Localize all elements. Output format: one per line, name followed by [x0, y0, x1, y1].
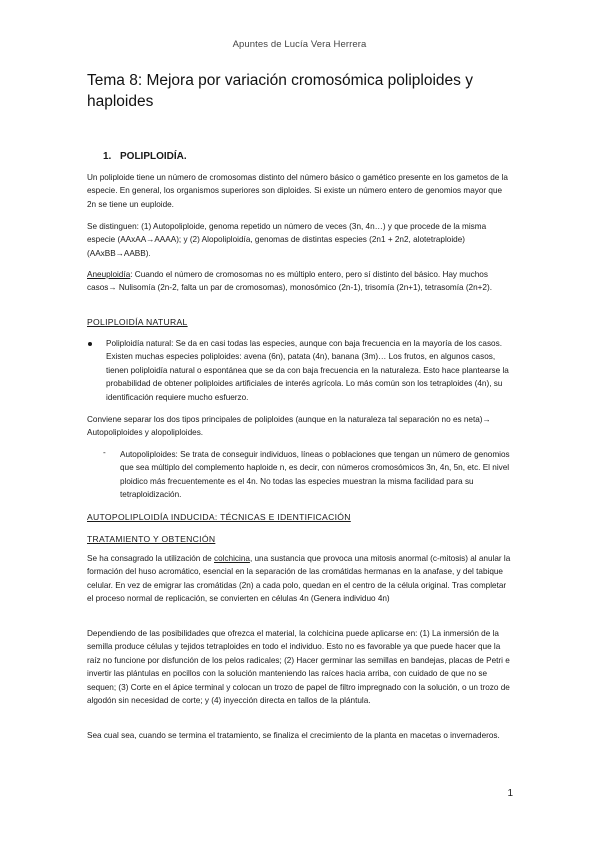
paragraph-colchicina: [87, 552, 512, 606]
section-number: 1.: [103, 151, 112, 162]
term-aneuploidia: Aneuploidía: [87, 270, 131, 279]
section-label: POLIPLOIDÍA.: [120, 151, 187, 162]
paragraph-types: Se distinguen: (1) Autopoliploide, genoma repetido un número de veces (3n, 4n…) y que procede de la misma especie (AAxAA→AAAA); y (2) Alopoliploidía, genomas de distintas especies (2n1 + 2n2, alotetraploide) (AAxBB→AABB).: [87, 222, 487, 258]
colchicina-text-a: Se ha consagrado la utilización de: [87, 554, 214, 563]
subheading-autopoliploidia-inducida: AUTOPOLIPLOIDÍA INDUCIDA: TÉCNICAS E IDENTIFICACIÓN: [87, 512, 351, 522]
colchicina-link[interactable]: colchicina: [214, 554, 250, 563]
section-heading-poliploidia: [103, 151, 187, 162]
page-header: Apuntes de Lucía Vera Herrera: [232, 39, 367, 50]
dash-text: Autopoliploides: Se trata de conseguir individuos, líneas o poblaciones que tengan un número de genomios que sea múltiplo del complemento haploide n, es decir, con números cromosómicos 3n, 4n, 5n, etc. El nivel ploidico más frecuentemente es el 4n. No todas las especies muestran la misma facilidad para su tetraploidización.: [120, 450, 510, 500]
paragraph-application: Dependiendo de las posibilidades que ofrezca el material, la colchicina puede aplicarse en: (1) La inmersión de la semilla produce células y tejidos tetraploides en todo el individuo. Esto no es favorable ya que puede hacer que la raíz no funcione por disfunción de los pelos radicales; (2) Hacer germinar las semillas en bandejas, placas de Petri e invertir las plántulas en pocillos con la solución manteniendo las raíces hacia arriba, con cuidado de que no se sequen; (3) Corte en el ápice terminal y colocan un trozo de papel de filtro impregnado con la solución, o un trozo de algodón sin necesidad de corte; y (4) inyección directa en tallos de la plántula.: [87, 629, 510, 706]
bullet-text: Poliploidía natural: Se da en casi todas las especies, aunque con baja frecuencia en la mayoría de los casos. Existen muchas especies poliploides: avena (6n), patata (4n), banana (3m)… Los frutos, en algunos casos, tienen poliploidía natural o espontánea que se da con baja frecuencia en la naturaleza. Esto hace plantearse la probabilidad de obtener poliploides artificiales de interés agrícola. Lo más común son los tetraploides (4n), su identificación requiere mucho esfuerzo.: [106, 339, 509, 402]
dash-marker: -: [103, 448, 106, 457]
aneuploidia-text: : Cuando el número de cromosomas no es múltiplo entero, pero sí distinto del básico. Hay muchos casos→ Nulisomía (2n-2, falta un par de cromosomas), monosómico (2n-1), trisomía (2n+1), tetrasomía (2n+2).: [87, 270, 492, 293]
paragraph-conclusion: Sea cual sea, cuando se termina el tratamiento, se finaliza el crecimiento de la planta en macetas o invernaderos.: [87, 731, 500, 740]
subheading-tratamiento: TRATAMIENTO Y OBTENCIÓN: [87, 534, 216, 544]
subheading-poliploidia-natural: POLIPLOIDÍA NATURAL: [87, 317, 188, 327]
page-number: 1: [507, 788, 513, 799]
colchicina-text-b: , una sustancia que provoca una mitosis anormal (c-mitosis) al anular la formación del huso acromático, esencial en la separación de las cromátidas hermanas en la anafase, y del tabique celular. En vez de emigrar las cromátidas (2n) a cada polo, quedan en el centro de la célula original. Tras completar el proceso normal de replicación, se convierten en células 4n (Genera individuo 4n): [87, 554, 511, 604]
bullet-icon: [88, 342, 92, 346]
paragraph-separation: Conviene separar los dos tipos principales de poliploides (aunque en la naturaleza tal separación no es neta)→ Autopoliploides y alopoliploides.: [87, 415, 491, 438]
paragraph-aneuploidia: [87, 268, 512, 295]
page-title: Tema 8: Mejora por variación cromosómica poliploides y haploides: [87, 72, 473, 110]
paragraph-definition: Un poliploide tiene un número de cromosomas distinto del número básico o gamético presente en los gametos de la especie. En general, los organismos superiores son diploides. Si existe un número entero de genomios mayor que 2n se tiene un euploide.: [87, 173, 508, 209]
